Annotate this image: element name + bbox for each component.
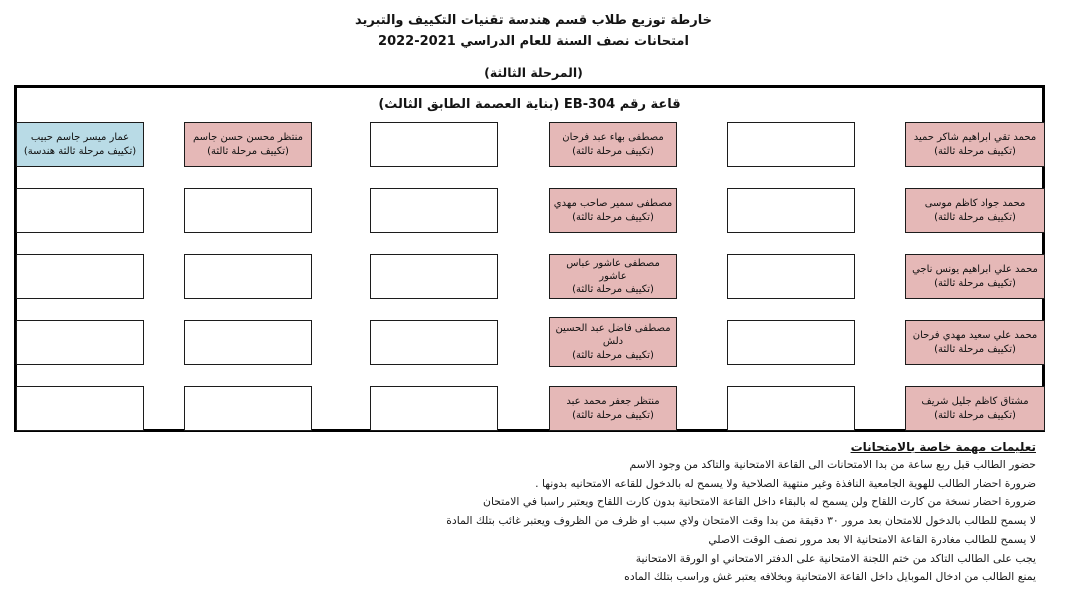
seat-r2-c2 [184,188,312,233]
seat-r5-c1 [16,386,144,431]
student-name: مصطفى بهاء عبد فرحان [562,132,664,144]
student-name: محمد علي سعيد مهدي فرحان [912,330,1038,342]
instruction-line: لا يسمح للطالب بالدخول للامتحان بعد مرور ٣٠ دقيقة من بدا وقت الامتحان ولاي سبب او ظرف من الظروف ويعتبر غائب بتلك المادة [446,514,1036,528]
instruction-line: يجب على الطالب التاكد من ختم اللجنة الامتحانية على الدفتر الامتحاني او الورقة الامتحانية [635,551,1036,565]
exam-instructions [446,438,1036,587]
student-stage-note: (تكييف مرحلة ثالثة) [934,145,1016,157]
student-stage-note: (تكييف مرحلة ثالثة) [572,211,654,223]
student-name: مصطفى فاضل عبد الحسين دلش [555,323,671,348]
seat-r2-c6 [905,188,1045,233]
student-stage-note: (تكييف مرحلة ثالثة) [934,343,1016,355]
seat-r1-c1 [16,122,144,167]
doc-title-line2: امتحانات نصف السنة للعام الدراسي 2021-2022 [378,34,689,49]
instruction-line: ضرورة احضار نسخة من كارت اللقاح ولن يسمح له بالبقاء داخل القاعة الامتحانية بدون كارت اللقاح ويعتبر راسبا في الامتحان [483,495,1036,509]
seat-r5-c4 [549,386,677,431]
instruction-line: يمنع الطالب من ادخال الموبايل داخل القاعة الامتحانية وبخلافه يعتبر غش وراسب بتلك الماده [624,570,1036,584]
student-name: منتظر محسن حسن جاسم [193,132,303,144]
seat-r2-c1 [16,188,144,233]
seat-r3-c1 [16,254,144,299]
seat-r5-c5 [727,386,855,431]
seat-r5-c3 [370,386,498,431]
student-name: محمد جواد كاظم موسى [924,198,1026,210]
student-name: عمار ميسر جاسم حبيب [30,132,130,144]
instructions-title: تعليمات مهمة خاصة بالامتحانات [850,440,1036,454]
seat-r4-c6 [905,320,1045,365]
doc-title-line1: خارطة توزيع طلاب قسم هندسة تقنيات التكييف والتبريد [354,13,713,28]
student-stage-note: (تكييف مرحلة ثالثة) [572,284,654,296]
instruction-line: ضرورة احضار الطالب للهوية الجامعية النافذة وغير منتهية الصلاحية ولا يسمح له بالدخول للقاعه الامتحانيه بدونها . [535,476,1036,490]
seat-r5-c2 [184,386,312,431]
seat-r3-c6 [905,254,1045,299]
student-stage-note: (تكييف مرحلة ثالثة) [572,145,654,157]
seat-r3-c2 [184,254,312,299]
student-name: مصطفى سمير صاحب مهدي [553,198,673,210]
student-stage-note: (تكييف مرحلة ثالثة) [934,409,1016,421]
seat-r3-c3 [370,254,498,299]
student-stage-note: (تكييف مرحلة ثالثة هندسة) [23,145,137,157]
student-name: محمد تقي ابراهيم شاكر حميد [913,132,1037,144]
student-name: محمد علي ابراهيم يونس ناجي [912,264,1038,276]
seat-r3-c5 [727,254,855,299]
student-stage-note: (تكييف مرحلة ثالثة) [934,211,1016,223]
seat-r2-c3 [370,188,498,233]
seat-r4-c5 [727,320,855,365]
seat-r1-c4 [549,122,677,167]
student-name: مشتاق كاظم جليل شريف [921,396,1029,408]
instruction-line: حضور الطالب قبل ربع ساعة من بدا الامتحانات الى القاعة الامتحانية والتاكد من وجود الاسم [629,458,1036,471]
seat-r2-c5 [727,188,855,233]
student-stage-note: (تكييف مرحلة ثالثة) [572,349,654,361]
seat-r4-c1 [16,320,144,365]
seat-r1-c6 [905,122,1045,167]
seat-r1-c3 [370,122,498,167]
seat-r5-c6 [905,386,1045,431]
student-name: منتظر جعفر محمد عبد [566,396,660,408]
room-title: قاعة رقم EB-304 (بناية العصمة الطابق الثالث) [378,97,681,112]
student-stage-note: (تكييف مرحلة ثالثة) [207,145,289,157]
document-header [0,10,1067,80]
student-stage-note: (تكييف مرحلة ثالثة) [934,277,1016,289]
student-stage-note: (تكييف مرحلة ثالثة) [572,409,654,421]
instruction-line: لا يسمح للطالب مغادرة القاعة الامتحانية الا بعد مرور نصف الوقت الاصلي [708,532,1036,546]
seat-r1-c5 [727,122,855,167]
student-name: مصطفى عاشور عباس عاشور [566,257,660,282]
stage-heading: (المرحلة الثالثة) [484,65,583,80]
seat-r4-c3 [370,320,498,365]
seat-r2-c4 [549,188,677,233]
seat-r1-c2 [184,122,312,167]
seat-r3-c4 [549,254,677,299]
seating-chart-table [14,85,1045,432]
seat-r4-c2 [184,320,312,365]
seat-r4-c4 [549,317,677,367]
